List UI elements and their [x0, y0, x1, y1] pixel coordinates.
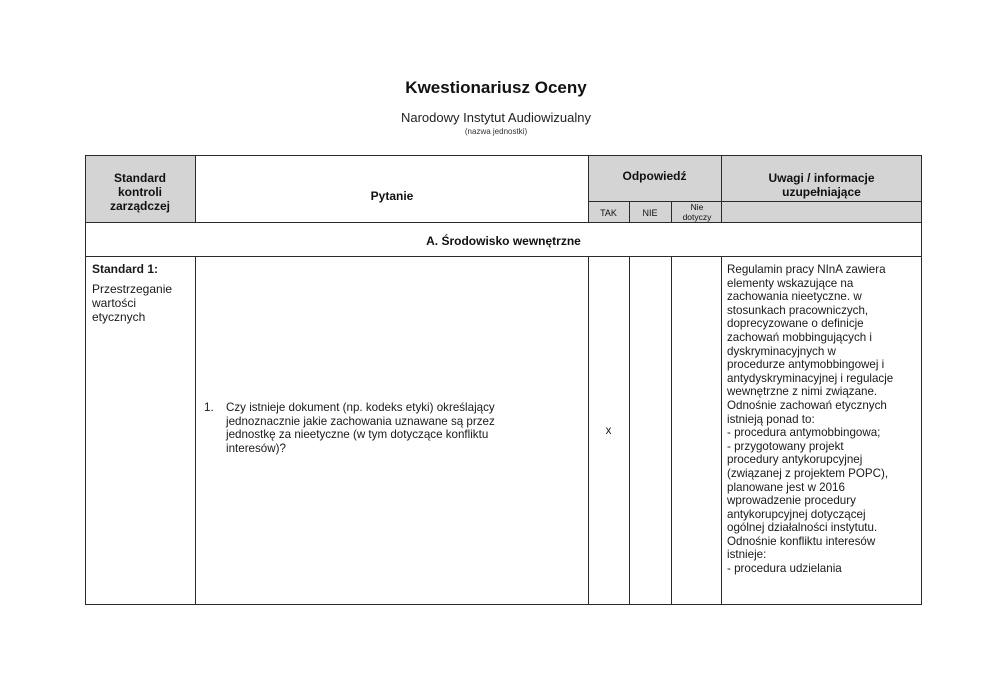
remarks-line: elementy wskazujące na: [727, 276, 854, 290]
rule-col-standard: [195, 256, 196, 604]
col-header-question: Pytanie: [370, 189, 414, 203]
rule-header-bottom: [85, 222, 922, 223]
remarks-line: procedurze antymobbingowej i: [727, 358, 885, 372]
remarks-line: zachowania nieetyczne. w: [727, 290, 862, 304]
rule-col-nie-h: [671, 201, 672, 222]
answer-tak-mark: x: [605, 424, 612, 437]
remarks-line: doprecyzowane o definicje: [727, 317, 864, 331]
rule-section-bottom: [85, 256, 922, 257]
remarks-line: stosunkach pracowniczych,: [727, 303, 869, 317]
remarks-line: istnieją ponad to:: [727, 412, 815, 426]
remarks-line: Odnośnie konfliktu interesów: [727, 534, 876, 548]
remarks-line: zachowań mobbingujących i: [727, 330, 873, 344]
remarks-line: dyskryminacyjnych w: [727, 344, 836, 358]
remarks-line: antykorupcyjnej dotyczącej: [727, 507, 866, 521]
remarks-line: wprowadzenie procedury: [727, 494, 856, 508]
remarks-line: - procedura udzielania: [727, 562, 842, 576]
unit-name: Narodowy Instytut Audiowizualny: [400, 110, 592, 125]
question-number: 1.: [204, 401, 214, 414]
remarks-line: wewnętrzne z nimi związane.: [727, 385, 878, 399]
col-header-remarks: Uwagi / informacje uzupełniające: [768, 171, 875, 199]
remarks-text: [727, 263, 921, 603]
remarks-line: istnieje:: [727, 548, 767, 562]
col-header-nie-dotyczy: Nie dotyczy: [682, 202, 712, 222]
col-header-nie: NIE: [642, 208, 658, 218]
standard-name: Przestrzeganie wartości etycznych: [92, 282, 173, 324]
page-title: Kwestionariusz Oceny: [405, 78, 587, 97]
rule-answer-sub: [588, 201, 922, 202]
remarks-line: - przygotowany projekt: [727, 439, 844, 453]
col-header-tak: TAK: [600, 208, 617, 218]
questionnaire-table: [85, 155, 922, 605]
rule-right: [921, 155, 922, 605]
question-text: Czy istnieje dokument (np. kodeks etyki) określający jednoznacznie jakie zachowania uznawane są przez jednostkę za nieetyczne (w tym dotyczące konfliktu interesów)?: [226, 401, 495, 455]
section-title: A. Środowisko wewnętrzne: [426, 234, 581, 248]
col-header-standard: Standard kontroli zarządczej: [109, 171, 171, 213]
rule-top: [85, 155, 922, 156]
unit-note: (nazwa jednostki): [464, 127, 528, 136]
standard-number: Standard 1:: [92, 262, 159, 276]
rule-bottom: [85, 604, 922, 605]
remarks-line: planowane jest w 2016: [727, 480, 845, 494]
remarks-line: procedury antykorupcyjnej: [727, 453, 863, 467]
rule-col-tak: [629, 256, 630, 604]
rule-col-nie: [671, 256, 672, 604]
remarks-line: Regulamin pracy NInA zawiera: [727, 263, 886, 276]
remarks-line: ogólnej działalności instytutu.: [727, 521, 878, 535]
remarks-line: - procedura antymobbingowa;: [727, 426, 881, 440]
remarks-line: Odnośnie zachowań etycznych: [727, 398, 887, 412]
col-header-answer: Odpowiedź: [622, 169, 687, 183]
rule-left: [85, 155, 86, 605]
rule-col-answer: [721, 256, 722, 604]
remarks-line: antydyskryminacyjnej i regulacje: [727, 371, 894, 385]
remarks-line: (związanej z projektem POPC),: [727, 466, 889, 480]
